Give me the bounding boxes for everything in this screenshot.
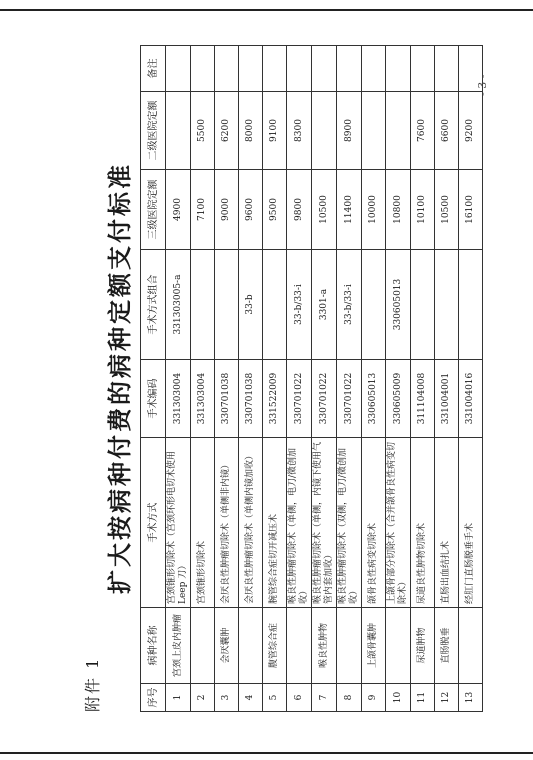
surgery-combination-cell: 33-b <box>239 250 263 360</box>
disease-name-cell <box>459 608 483 684</box>
header-cell: 手术编码 <box>141 360 166 438</box>
surgery-combination-cell: 331303005-a <box>166 250 191 360</box>
header-cell: 序号 <box>141 684 166 712</box>
remark-cell <box>411 46 435 92</box>
surgery-code-cell: 330701022 <box>337 360 362 438</box>
surgery-combination-cell <box>411 250 435 360</box>
surgery-method-cell: 上颌骨部分切除术（合并颌骨良性病变切除术） <box>386 438 411 608</box>
surgery-method-cell: 会厌良性肿瘤切除术（单侧内镜加收） <box>239 438 263 608</box>
surgery-code-cell: 331303004 <box>191 360 215 438</box>
tier2-quota-cell: 8000 <box>239 92 263 170</box>
tier2-quota-cell: 6200 <box>215 92 239 170</box>
row-number-cell: 5 <box>263 684 287 712</box>
tier3-quota-cell: 10000 <box>362 170 386 250</box>
surgery-code-cell: 330605009 <box>386 360 411 438</box>
row-number-cell: 7 <box>312 684 337 712</box>
remark-cell <box>435 46 459 92</box>
disease-name-cell: 上颌骨囊肿 <box>362 608 386 684</box>
disease-name-cell <box>239 608 263 684</box>
surgery-combination-cell <box>263 250 287 360</box>
surgery-combination-cell: 33-b/33-i <box>337 250 362 360</box>
disease-name-cell <box>337 608 362 684</box>
surgery-method-cell: 尿道良性肿物切除术 <box>411 438 435 608</box>
table-row <box>411 46 435 712</box>
page-number: - 3 - <box>476 74 489 96</box>
row-number-cell: 4 <box>239 684 263 712</box>
table-row <box>191 46 215 712</box>
tier3-quota-cell: 10800 <box>386 170 411 250</box>
table-row <box>362 46 386 712</box>
remark-cell <box>337 46 362 92</box>
row-number-cell: 10 <box>386 684 411 712</box>
tier3-quota-cell: 9500 <box>263 170 287 250</box>
disease-name-cell: 宫颈上皮内肿瘤 <box>166 608 191 684</box>
row-number-cell: 12 <box>435 684 459 712</box>
surgery-method-cell: 经肛门直肠脱垂手术 <box>459 438 483 608</box>
remark-cell <box>312 46 337 92</box>
surgery-combination-cell <box>215 250 239 360</box>
tier3-quota-cell: 10500 <box>312 170 337 250</box>
tier3-quota-cell: 4900 <box>166 170 191 250</box>
remark-cell <box>166 46 191 92</box>
disease-name-cell: 喉良性肿物 <box>312 608 337 684</box>
tier3-quota-cell: 7100 <box>191 170 215 250</box>
tier2-quota-cell <box>362 92 386 170</box>
remark-cell <box>287 46 312 92</box>
remark-cell <box>386 46 411 92</box>
rotated-page <box>18 28 518 728</box>
table-row <box>263 46 287 712</box>
surgery-code-cell: 330605013 <box>362 360 386 438</box>
surgery-code-cell: 330701038 <box>239 360 263 438</box>
remark-cell <box>263 46 287 92</box>
header-cell: 手术方式 <box>141 438 166 608</box>
tier2-quota-cell: 9100 <box>263 92 287 170</box>
row-number-cell: 11 <box>411 684 435 712</box>
row-number-cell: 2 <box>191 684 215 712</box>
remark-cell <box>362 46 386 92</box>
row-number-cell: 6 <box>287 684 312 712</box>
surgery-combination-cell: 33-b/33-i <box>287 250 312 360</box>
surgery-method-cell: 宫颈锥形切除术（宫颈环形电切术使用 Leep 刀） <box>166 438 191 608</box>
surgery-code-cell: 331004016 <box>459 360 483 438</box>
surgery-code-cell: 330701022 <box>287 360 312 438</box>
tier2-quota-cell: 8300 <box>287 92 312 170</box>
disease-name-cell: 腹管综合症 <box>263 608 287 684</box>
header-cell: 备注 <box>141 46 166 92</box>
row-number-cell: 9 <box>362 684 386 712</box>
table-row <box>166 46 191 712</box>
header-cell: 病种名称 <box>141 608 166 684</box>
surgery-code-cell: 331303004 <box>166 360 191 438</box>
table-body <box>166 46 483 712</box>
table-header-row <box>141 46 166 712</box>
header-cell: 三级医院定额 <box>141 170 166 250</box>
surgery-method-cell: 喉良性肿瘤切除术（单侧，内镜下使用气管内套加收） <box>312 438 337 608</box>
remark-cell <box>215 46 239 92</box>
header-cell: 二级医院定额 <box>141 92 166 170</box>
row-number-cell: 3 <box>215 684 239 712</box>
disease-name-cell <box>191 608 215 684</box>
row-number-cell: 8 <box>337 684 362 712</box>
table-row <box>459 46 483 712</box>
tier2-quota-cell: 8900 <box>337 92 362 170</box>
table-row <box>215 46 239 712</box>
tier3-quota-cell: 11400 <box>337 170 362 250</box>
surgery-method-cell: 喉良性肿瘤切除术（双侧，电刀/微创加收） <box>337 438 362 608</box>
disease-name-cell: 直肠脱垂 <box>435 608 459 684</box>
tier2-quota-cell <box>386 92 411 170</box>
tier2-quota-cell <box>166 92 191 170</box>
scan-edge-bottom <box>0 752 533 754</box>
table-row <box>337 46 362 712</box>
row-number-cell: 13 <box>459 684 483 712</box>
tier2-quota-cell: 5500 <box>191 92 215 170</box>
disease-name-cell: 会厌囊肿 <box>215 608 239 684</box>
remark-cell <box>239 46 263 92</box>
remark-cell <box>191 46 215 92</box>
payment-standard-table <box>140 45 483 712</box>
tier2-quota-cell: 7600 <box>411 92 435 170</box>
table-row <box>435 46 459 712</box>
surgery-code-cell: 311104008 <box>411 360 435 438</box>
attachment-label: 附件 1 <box>83 656 102 712</box>
surgery-combination-cell: 330605013 <box>386 250 411 360</box>
tier3-quota-cell: 10100 <box>411 170 435 250</box>
table-row <box>239 46 263 712</box>
disease-name-cell <box>386 608 411 684</box>
tier3-quota-cell: 16100 <box>459 170 483 250</box>
table-row <box>287 46 312 712</box>
surgery-method-cell: 腕管综合症切开减压术 <box>263 438 287 608</box>
surgery-combination-cell: 3301-a <box>312 250 337 360</box>
tier3-quota-cell: 9000 <box>215 170 239 250</box>
surgery-method-cell: 喉良性肿瘤切除术（单侧，电刀/微创加收） <box>287 438 312 608</box>
surgery-code-cell: 331522009 <box>263 360 287 438</box>
header-cell: 手术方式组合 <box>141 250 166 360</box>
row-number-cell: 1 <box>166 684 191 712</box>
surgery-code-cell: 331004001 <box>435 360 459 438</box>
surgery-method-cell: 会厌良性肿瘤切除术（单侧非内镜） <box>215 438 239 608</box>
disease-name-cell: 尿道肿物 <box>411 608 435 684</box>
page-title: 扩大按病种付费的病种定额支付标准 <box>105 162 134 594</box>
surgery-combination-cell <box>191 250 215 360</box>
tier3-quota-cell: 9600 <box>239 170 263 250</box>
surgery-code-cell: 330701022 <box>312 360 337 438</box>
tier2-quota-cell: 6600 <box>435 92 459 170</box>
surgery-combination-cell <box>435 250 459 360</box>
table-row <box>386 46 411 712</box>
tier2-quota-cell <box>312 92 337 170</box>
tier3-quota-cell: 9800 <box>287 170 312 250</box>
scan-edge-top <box>0 9 533 11</box>
surgery-code-cell: 330701038 <box>215 360 239 438</box>
tier2-quota-cell: 9200 <box>459 92 483 170</box>
table-row <box>312 46 337 712</box>
surgery-method-cell: 宫颈锥形切除术 <box>191 438 215 608</box>
disease-name-cell <box>287 608 312 684</box>
tier3-quota-cell: 10500 <box>435 170 459 250</box>
surgery-method-cell: 直肠出血结扎术 <box>435 438 459 608</box>
surgery-combination-cell <box>362 250 386 360</box>
surgery-method-cell: 颌骨良性病变切除术 <box>362 438 386 608</box>
surgery-combination-cell <box>459 250 483 360</box>
